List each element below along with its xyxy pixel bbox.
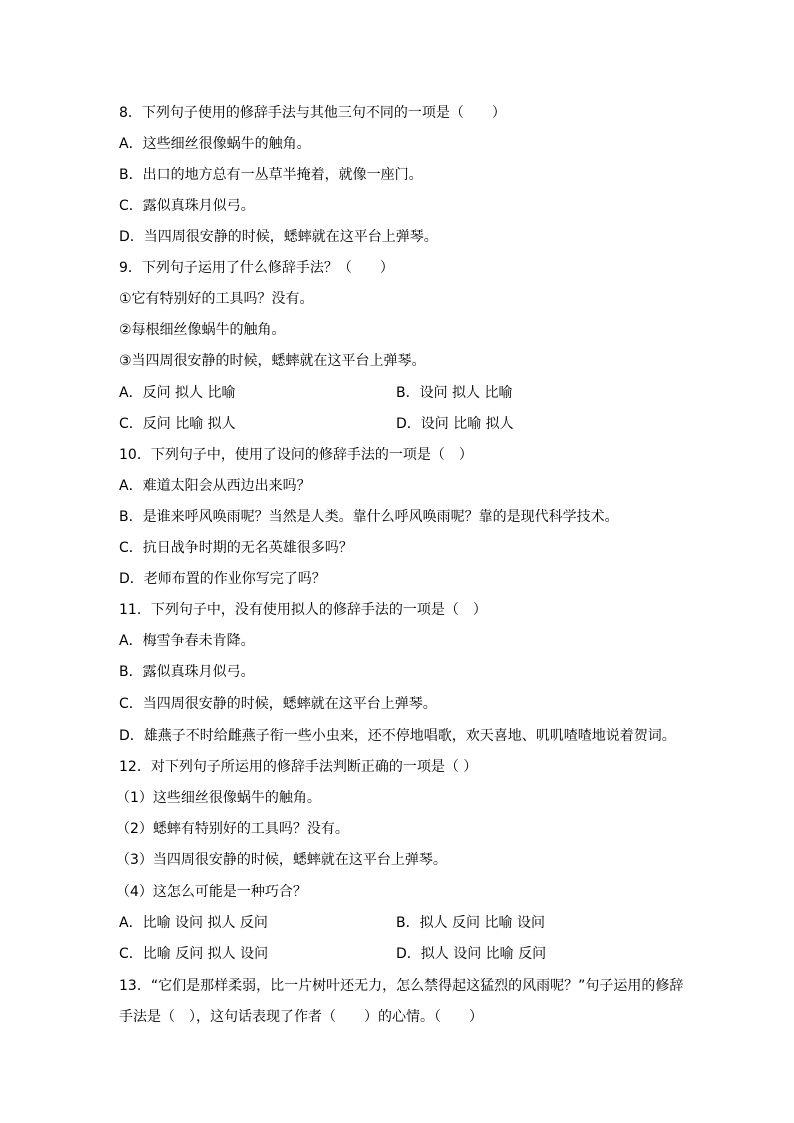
- question-13-stem-line-2: 手法是（ ），这句话表现了作者（ ）的心情。（ ）: [119, 1009, 483, 1025]
- question-12-option-d: D．拟人 设问 比喻 反问: [396, 946, 547, 962]
- question-10-option-b: B．是谁来呼风唤雨呢？当然是人类。靠什么呼风唤雨呢？靠的是现代科学技术。: [119, 509, 619, 525]
- question-11-option-c: C．当四周很安静的时候，蟋蟀就在这平台上弹琴。: [119, 696, 437, 712]
- question-9-item-3: ③当四周很安静的时候，蟋蟀就在这平台上弹琴。: [119, 353, 426, 369]
- question-12-stem: 12．对下列句子所运用的修辞手法判断正确的一项是（ ）: [119, 759, 478, 775]
- question-12-item-1: （1）这些细丝很像蜗牛的触角。: [116, 790, 321, 806]
- question-10-option-c: C．抗日战争时期的无名英雄很多吗？: [119, 540, 353, 556]
- question-8-option-c: C．露似真珠月似弓。: [119, 198, 255, 214]
- question-12-item-3: （3）当四周很安静的时候，蟋蟀就在这平台上弹琴。: [116, 852, 447, 868]
- question-12-option-b: B．拟人 反问 比喻 设问: [396, 915, 545, 931]
- question-11-stem: 11．下列句子中，没有使用拟人的修辞手法的一项是（ ）: [119, 602, 487, 618]
- question-12-item-2: （2）蟋蟀有特别好的工具吗？没有。: [116, 821, 349, 837]
- question-9-option-c: C．反问 比喻 拟人: [119, 416, 236, 432]
- question-11-option-d: D．雄燕子不时给雌燕子衔一些小虫来，还不停地唱歌，欢天喜地、叽叽喳喳地说着贺词。: [119, 728, 676, 744]
- question-8-option-b: B．出口的地方总有一丛草半掩着，就像一座门。: [119, 167, 423, 183]
- question-9-option-b: B．设问 拟人 比喻: [396, 385, 513, 401]
- question-9-option-d: D．设问 比喻 拟人: [396, 416, 514, 432]
- question-10-option-d: D．老师布置的作业你写完了吗？: [119, 571, 326, 587]
- question-9-item-2: ②每根细丝像蜗牛的触角。: [119, 322, 286, 338]
- question-10-option-a: A．难道太阳会从西边出来吗？: [119, 478, 311, 494]
- question-8-option-a: A．这些细丝很像蜗牛的触角。: [119, 136, 311, 152]
- question-8-stem: 8．下列句子使用的修辞手法与其他三句不同的一项是（ ）: [119, 105, 506, 121]
- question-11-option-b: B．露似真珠月似弓。: [119, 664, 255, 680]
- question-13-stem-line-1: 13．“它们是那样柔弱，比一片树叶还无力，怎么禁得起这猛烈的风雨呢？”句子运用的修辞: [119, 978, 684, 994]
- question-9-stem: 9．下列句子运用了什么修辞手法？（ ）: [119, 260, 394, 276]
- question-9-option-a: A．反问 拟人 比喻: [119, 385, 236, 401]
- question-10-stem: 10．下列句子中，使用了设问的修辞手法的一项是（ ）: [119, 447, 473, 463]
- question-12-option-c: C．比喻 反问 拟人 设问: [119, 946, 269, 962]
- question-12-option-a: A．比喻 设问 拟人 反问: [119, 915, 268, 931]
- question-9-item-1: ①它有特别好的工具吗？没有。: [119, 291, 314, 307]
- question-11-option-a: A．梅雪争春未肯降。: [119, 633, 255, 649]
- question-12-item-4: （4）这怎么可能是一种巧合？: [116, 884, 307, 900]
- question-8-option-d: D．当四周很安静的时候，蟋蟀就在这平台上弹琴。: [119, 229, 438, 245]
